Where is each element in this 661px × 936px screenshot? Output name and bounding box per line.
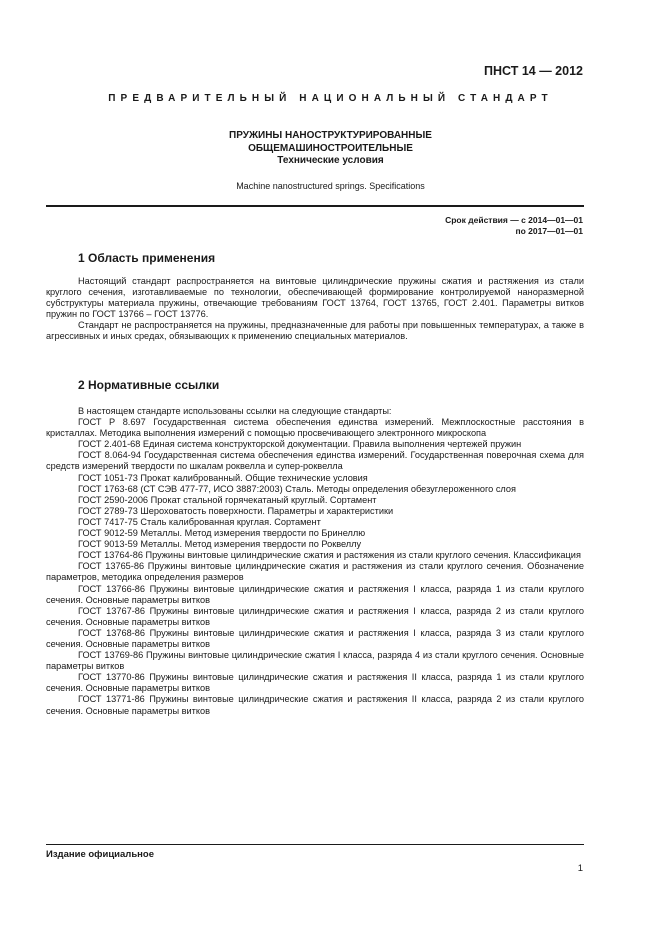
reference-item: ГОСТ 2590-2006 Прокат стальной горячекатаный круглый. Сортамент [78,494,377,505]
standard-type-banner: ПРЕДВАРИТЕЛЬНЫЙ НАЦИОНАЛЬНЫЙ СТАНДАРТ [108,93,553,104]
edition-label: Издание официальное [46,849,154,860]
paragraph: Настоящий стандарт распространяется на винтовые цилиндрические пружины сжатия и растяжения из стали круглого сечения, изготавливаемые по технологии, обеспечивающей формирование контролируемой наноразмерной субструктуры материала пружины, отвечающие требованиям ГОСТ 13764, ГОСТ 13765, ГОСТ 2.401. Параметры витков пружин по ГОСТ 13766 – ГОСТ 13776. [46,276,584,320]
title-line-1: ПРУЖИНЫ НАНОСТРУКТУРИРОВАННЫЕ [229,130,432,141]
section-2-body [46,406,584,717]
section-2-heading: 2 Нормативные ссылки [78,378,220,392]
validity-period [445,215,583,237]
english-title: Machine nanostructured springs. Specifications [236,181,425,191]
reference-item: ГОСТ 1763-68 (СТ СЭВ 477-77, ИСО 3887:2003) Сталь. Методы определения обезуглероженного слоя [78,483,516,494]
reference-item: ГОСТ 2.401-68 Единая система конструкторской документации. Правила выполнения чертежей пружин [78,439,522,450]
reference-item: ГОСТ 13765-86 Пружины винтовые цилиндрические сжатия и растяжения из стали круглого сечения. Обозначение параметров, методика определения размеров [46,561,584,583]
reference-item: ГОСТ 13771-86 Пружины винтовые цилиндрические сжатия и растяжения II класса, разряда 2 из стали круглого сечения. Основные параметры витков [46,694,584,716]
title-line-2: ОБЩЕМАШИНОСТРОИТЕЛЬНЫЕ [248,142,413,154]
reference-item: ГОСТ 9012-59 Металлы. Метод измерения твердости по Бринеллю [78,528,366,539]
reference-item: ГОСТ 13767-86 Пружины винтовые цилиндрические сжатия и растяжения I класса, разряда 2 из стали круглого сечения. Основные параметры витков [46,605,584,627]
reference-item: ГОСТ 8.064-94 Государственная система обеспечения единства измерений. Государственная поверочная схема для средств измерений твердости по шкалам роквелла и супер-роквелла [46,450,584,472]
section-1-body [46,276,584,343]
reference-item: ГОСТ 7417-75 Сталь калиброванная круглая. Сортамент [78,516,321,527]
validity-to: по 2017—01—01 [515,226,583,236]
document-code: ПНСТ 14 — 2012 [484,64,583,78]
validity-from: Срок действия — с 2014—01—01 [445,215,583,225]
page-number: 1 [577,863,583,874]
reference-item: ГОСТ 13766-86 Пружины винтовые цилиндрические сжатия и растяжения I класса, разряда 1 из стали круглого сечения. Основные параметры витков [46,583,584,605]
reference-item: ГОСТ 9013-59 Металлы. Метод измерения твердости по Роквеллу [78,539,362,550]
reference-item: ГОСТ 1051-73 Прокат калиброванный. Общие технические условия [78,472,368,483]
title-divider [46,205,584,207]
footer-divider [46,844,584,845]
reference-item: ГОСТ 2789-73 Шероховатость поверхности. Параметры и характеристики [78,505,394,516]
document-title [78,130,583,168]
section-1-heading: 1 Область применения [78,251,216,265]
paragraph: Стандарт не распространяется на пружины, предназначенные для работы при повышенных температурах, а также в агрессивных и иных средах, обязывающих к применению специальных материалов. [46,320,584,342]
reference-item: ГОСТ 13768-86 Пружины винтовые цилиндрические сжатия и растяжения I класса, разряда 3 из стали круглого сечения. Основные параметры витков [46,627,584,649]
reference-item: ГОСТ 13770-86 Пружины винтовые цилиндрические сжатия и растяжения II класса, разряда 1 из стали круглого сечения. Основные параметры витков [46,672,584,694]
reference-item: ГОСТ 13769-86 Пружины винтовые цилиндрические сжатия I класса, разряда 4 из стали круглого сечения. Основные параметры витков [46,650,584,672]
reference-item: ГОСТ Р 8.697 Государственная система обеспечения единства измерений. Межплоскостные расстояния в кристаллах. Методика выполнения измерений с помощью просвечивающего электронного микроскопа [46,417,584,439]
reference-item: ГОСТ 13764-86 Пружины винтовые цилиндрические сжатия и растяжения из стали круглого сечения. Классификация [78,550,581,561]
title-line-3: Технические условия [277,155,384,166]
section-2-intro: В настоящем стандарте использованы ссылки на следующие стандарты: [78,406,392,416]
